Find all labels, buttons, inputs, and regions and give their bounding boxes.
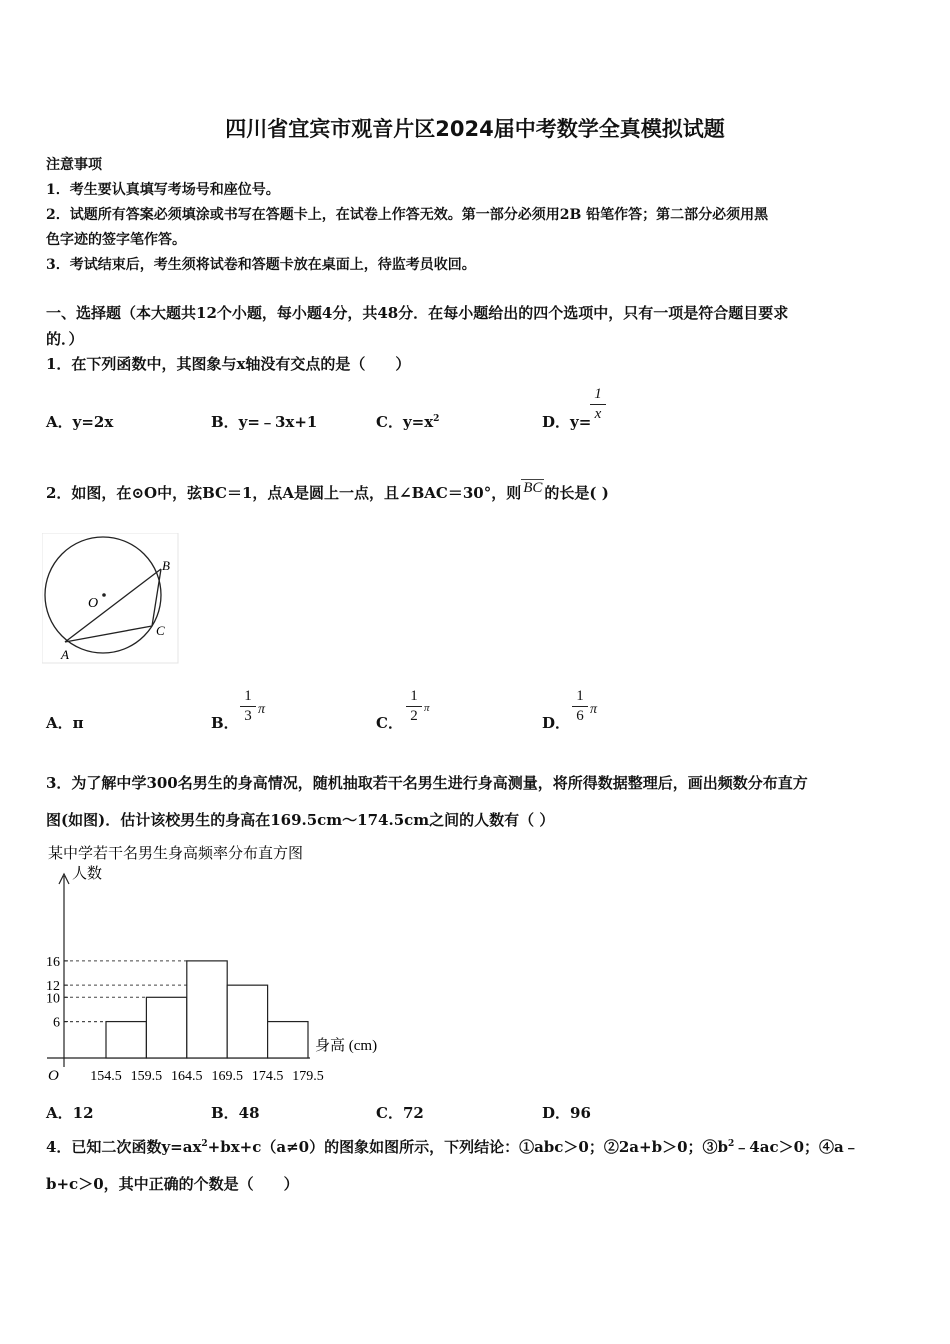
x-tick-label: 154.5 <box>90 1069 122 1084</box>
q1-option-a: A．y=2x <box>46 413 114 431</box>
q1-option-b: B．y=﹣3x+1 <box>211 413 318 431</box>
q2-option-d-fraction: 1 6 <box>572 688 588 725</box>
histogram-chart <box>42 838 392 1088</box>
x-tick-label: 159.5 <box>130 1069 163 1084</box>
y-tick-label: 12 <box>46 979 60 995</box>
notice-item: 1．考生要认真填写考场号和座位号。 <box>46 182 280 198</box>
q2-option-a: A．π <box>46 714 84 732</box>
section-heading: 一、选择题（本大题共12个小题，每小题4分，共48分．在每小题给出的四个选项中，只有一项是符合题目要求 <box>46 304 789 322</box>
q2-option-c: C． <box>376 714 403 732</box>
x-tick-label: 164.5 <box>171 1069 203 1084</box>
q3-option-b: B．48 <box>211 1104 260 1122</box>
q2-option-c-fraction: 1 2 <box>406 688 422 725</box>
histogram-bar <box>187 961 227 1058</box>
q1-option-d: D．y= <box>542 413 592 431</box>
chart-title: 某中学若干名男生身高频率分布直方图 <box>48 846 304 862</box>
origin-label: O <box>48 1068 59 1084</box>
q3-option-c: C．72 <box>376 1104 424 1122</box>
y-axis-label: 人数 <box>72 866 103 882</box>
q1-option-d-fraction: 1 x <box>590 386 606 423</box>
q3-stem-line1: 3．为了解中学300名男生的身高情况，随机抽取若干名男生进行身高测量，将所得数据整理后，画出频数分布直方 <box>46 774 808 792</box>
arc-bc: BC <box>523 480 543 496</box>
q4-stem-line2: b+c＞0，其中正确的个数是（ ） <box>46 1175 299 1193</box>
histogram-bar <box>106 1022 146 1058</box>
label-a: A <box>61 647 69 662</box>
y-tick-label: 6 <box>53 1015 60 1031</box>
q2-option-b: B． <box>211 714 239 732</box>
q4-stem-line1: 4．已知二次函数$y=ax^2+bx+c(a\ne 0)$的图象如图所示，下列结论：①abc＞0；②2a+b＞0；$③b^2﹣4ac>0$；④a﹣ <box>46 1138 859 1156</box>
notice-item: 色字迹的签字笔作答。 <box>46 232 186 248</box>
q2-option-d-pi: π <box>590 702 598 717</box>
q2-option-c-pi: π <box>424 702 430 714</box>
y-tick-label: 10 <box>46 991 60 1007</box>
center-point <box>102 593 106 597</box>
q1-option-c: C．$y=x^2$ <box>376 413 440 431</box>
q2-option-d: D． <box>542 714 571 732</box>
y-tick-label: 16 <box>46 954 60 970</box>
label-o: O <box>88 596 99 611</box>
x-tick-label: 179.5 <box>292 1069 324 1084</box>
q2-option-b-pi: π <box>258 702 266 717</box>
q3-option-d: D．96 <box>542 1104 591 1122</box>
x-axis-label: 身高 (cm) <box>315 1038 378 1054</box>
notice-heading: 注意事项 <box>46 157 102 173</box>
page-title: 四川省宜宾市观音片区2024届中考数学全真模拟试题 <box>225 117 725 141</box>
histogram-bar <box>146 997 186 1058</box>
q2-stem: 2．如图，在⊙O中，弦BC＝1，点A是圆上一点，且∠BAC＝30°，则 BC 的长是( ) <box>46 480 609 502</box>
notice-item: 2．试题所有答案必须填涂或书写在答题卡上，在试卷上作答无效。第一部分必须用2B 铅笔作答；第二部分必须用黑 <box>46 207 769 223</box>
label-b: B <box>162 558 170 573</box>
circle-figure <box>42 533 182 665</box>
notice-item: 3．考试结束后，考生须将试卷和答题卡放在桌面上，待监考员收回。 <box>46 257 476 273</box>
q2-option-b-fraction: 1 3 <box>240 688 256 725</box>
section-heading-cont: 的．） <box>46 330 84 348</box>
histogram-bar <box>268 1022 308 1058</box>
q1-stem: 1．在下列函数中，其图象与x轴没有交点的是（ ） <box>46 355 411 373</box>
x-tick-label: 169.5 <box>211 1069 243 1084</box>
x-tick-label: 174.5 <box>251 1069 284 1084</box>
histogram-bar <box>227 985 267 1058</box>
label-c: C <box>156 623 165 638</box>
q3-stem-line2: 图(如图)．估计该校男生的身高在169.5cm～174.5cm之间的人数有（ ） <box>46 811 555 829</box>
q3-option-a: A．12 <box>46 1104 94 1122</box>
